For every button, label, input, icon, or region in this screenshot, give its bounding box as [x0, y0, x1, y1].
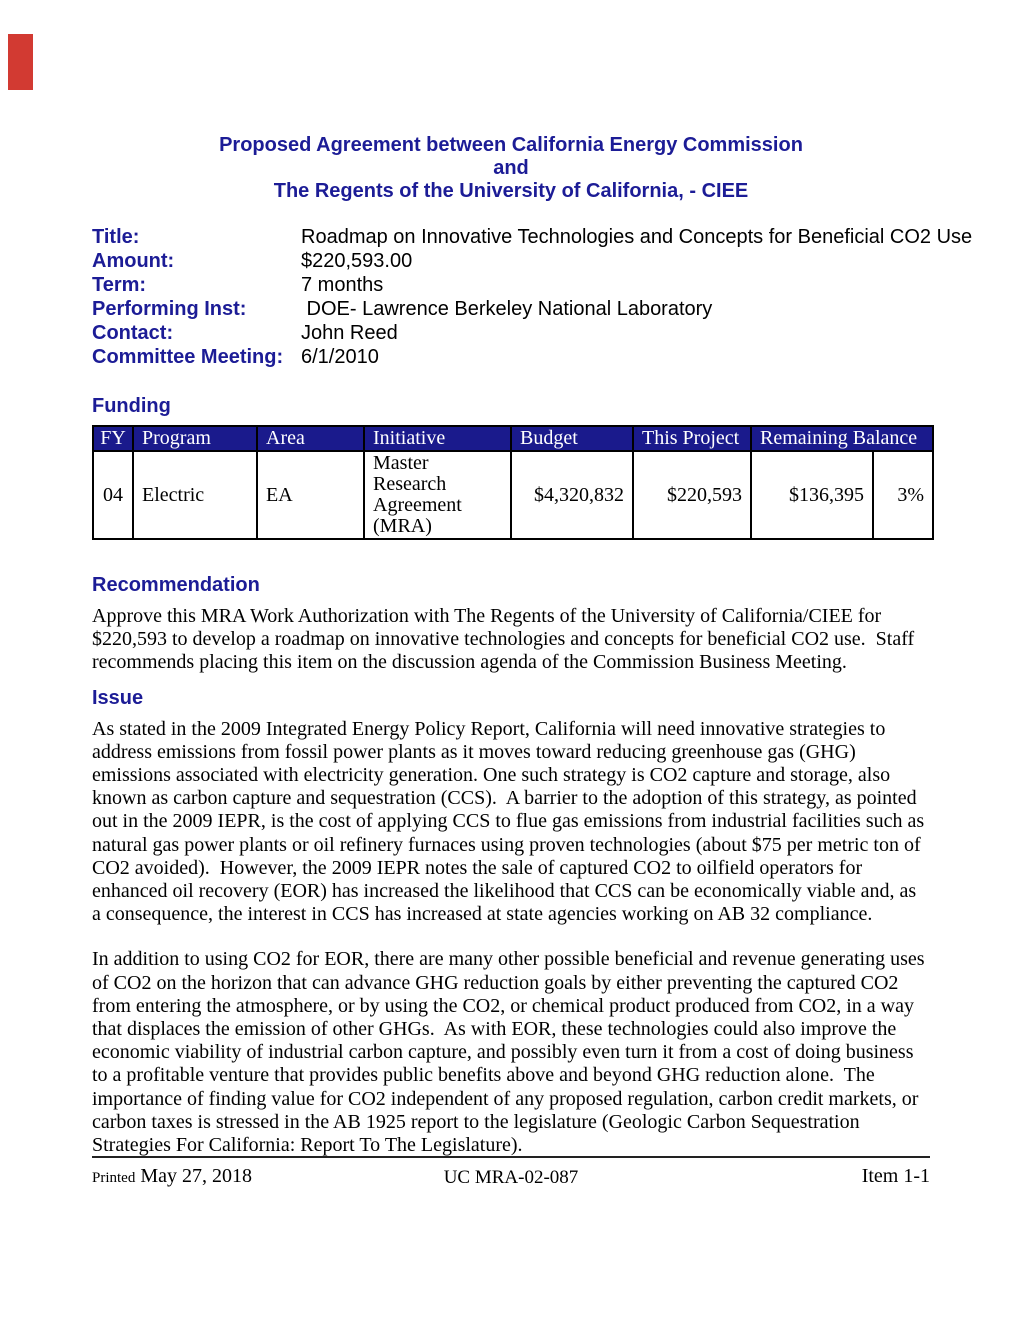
printed-date: May 27, 2018 [140, 1165, 253, 1187]
red-marker [8, 34, 33, 90]
field-row-term [92, 273, 930, 297]
field-row-performing-inst [92, 297, 930, 321]
cell-budget: $4,320,832 [511, 451, 633, 539]
cell-this-project: $220,593 [633, 451, 751, 539]
col-header-this-project: This Project [633, 426, 751, 451]
field-value: 7 months [301, 274, 384, 296]
field-label: Performing Inst: [92, 298, 247, 320]
footer-document-id: UC MRA-02-087 [443, 1167, 579, 1188]
issue-paragraph-2: In addition to using CO2 for EOR, there are many other possible beneficial and revenue generating uses of CO2 on the horizon that can advance GHG reduction goals by either preventing the captured CO2 from entering the atmosphere, or by using the CO2, or chemical product produced from CO2, in a way that displaces the emission of other GHGs. As with EOR, these technologies could also improve the economic viability of industrial carbon capture, and possibly even turn it from a cost of doing business to a profitable venture that provides public benefits above and beyond GHG reduction alone. The importance of finding value for CO2 independent of any proposed regulation, carbon credit markets, or carbon taxes is stressed in the AB 1925 report to the legislature (Geologic Carbon Sequestration Strategies For California: Report To The Legislature). [92, 948, 930, 1157]
document-title [92, 134, 930, 203]
field-label: Title: [92, 226, 140, 248]
field-value: John Reed [301, 322, 398, 344]
footer [92, 1162, 930, 1190]
footer-item-number: Item 1-1 [861, 1165, 930, 1187]
printed-label: Printed [92, 1170, 136, 1186]
title-line-2: and [493, 157, 529, 179]
issue-heading: Issue [92, 686, 144, 709]
col-header-budget: Budget [511, 426, 633, 451]
summary-fields [92, 225, 973, 369]
field-value: $220,593.00 [301, 250, 413, 272]
col-header-fy: FY [93, 426, 133, 451]
field-value: DOE- Lawrence Berkeley National Laboratory [301, 298, 713, 320]
document-content [92, 0, 973, 1157]
field-label: Amount: [92, 250, 175, 272]
field-row-contact [92, 321, 930, 345]
issue-paragraph-1: As stated in the 2009 Integrated Energy Policy Report, California will need innovative strategies to address emissions from fossil power plants as it moves toward reducing greenhouse gas (GHG) emissions associated with electricity generation. One such strategy is CO2 capture and storage, also known as carbon capture and sequestration (CCS). A barrier to the adoption of this strategy, as pointed out in the 2009 IEPR, is the cost of applying CCS to flue gas emissions from industrial facilities such as natural gas power plants or oil refinery furnaces using proven technologies (about $75 per metric ton of CO2 avoided). However, the 2009 IEPR notes the sale of captured CO2 to oilfield operators for enhanced oil recovery (EOR) has increased the likelihood that CCS can be economically viable and, as a consequence, the interest in CCS has increased at state agencies working on AB 32 compliance. [92, 717, 930, 926]
funding-table-header-row [93, 426, 933, 451]
funding-table [92, 425, 934, 540]
cell-fy: 04 [93, 451, 133, 539]
title-line-1: Proposed Agreement between California Energy Commission [219, 134, 803, 156]
funding-heading: Funding [92, 395, 171, 417]
field-label: Committee Meeting: [92, 346, 284, 368]
cell-remaining-balance: $136,395 [751, 451, 873, 539]
field-value: Roadmap on Innovative Technologies and Concepts for Beneficial CO2 Use [301, 226, 973, 248]
cell-initiative: Master Research Agreement (MRA) [364, 451, 511, 539]
cell-area: EA [257, 451, 364, 539]
col-header-area: Area [257, 426, 364, 451]
field-label: Contact: [92, 322, 174, 344]
field-row-committee-meeting [92, 345, 930, 369]
field-row-amount [92, 249, 930, 273]
funding-table-row [93, 451, 933, 539]
col-header-remaining-balance: Remaining Balance [751, 426, 933, 451]
title-line-3: The Regents of the University of California, - CIEE [273, 180, 749, 202]
footer-divider [92, 1156, 930, 1158]
col-header-initiative: Initiative [364, 426, 511, 451]
cell-remaining-pct: 3% [873, 451, 933, 539]
col-header-program: Program [133, 426, 257, 451]
cell-program: Electric [133, 451, 257, 539]
recommendation-paragraph: Approve this MRA Work Authorization with The Regents of the University of California/CIEE for $220,593 to develop a roadmap on innovative technologies and concepts for beneficial CO2 use. Staff recommends placing this item on the discussion agenda of the Commission Business Meeting. [92, 605, 920, 674]
field-value: 6/1/2010 [301, 346, 379, 368]
field-row-title [92, 225, 973, 249]
field-label: Term: [92, 274, 147, 296]
recommendation-heading: Recommendation [92, 574, 260, 596]
